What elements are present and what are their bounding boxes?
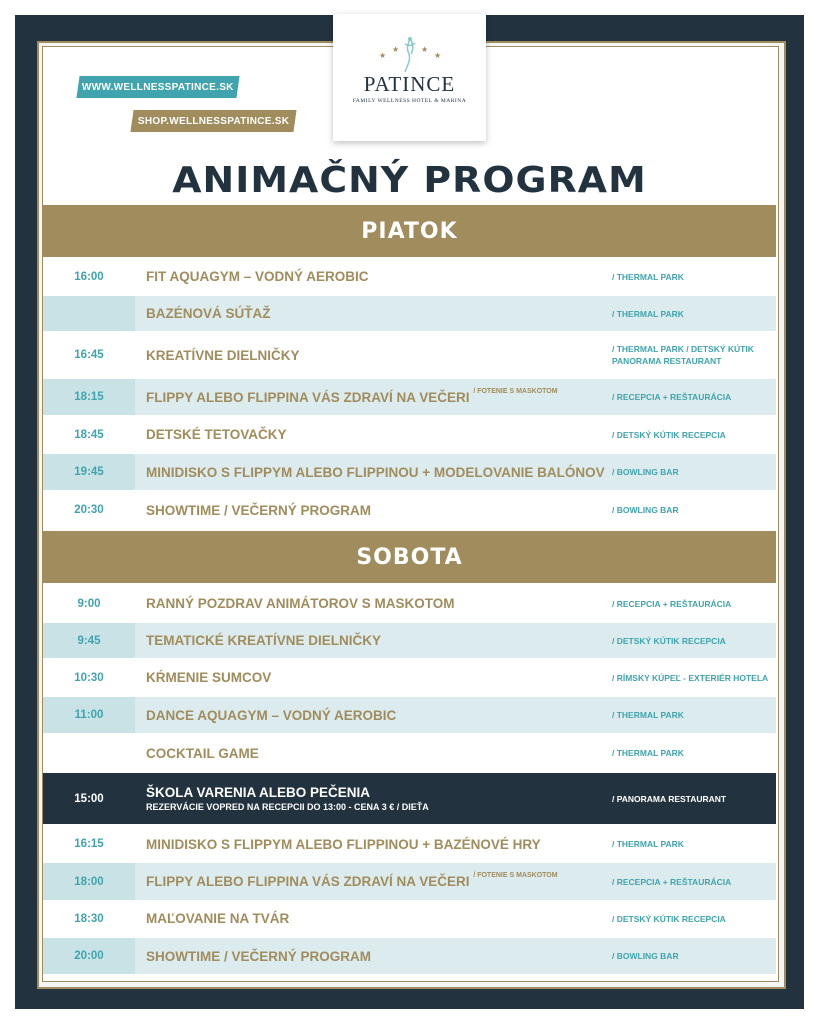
svg-text:★: ★ [433,51,441,60]
row-time: 19:45 [43,454,135,490]
schedule-row [43,938,776,974]
svg-text:★: ★ [420,45,428,54]
shop-link-label: SHOP.WELLNESSPATINCE.SK [137,115,290,127]
activity-title: FLIPPY ALEBO FLIPPINA VÁS ZDRAVÍ NA VEČERI [146,389,470,405]
row-time: 18:30 [43,901,135,936]
row-location: / BOWLING BAR [612,467,679,477]
row-time: 16:45 [43,333,135,377]
shop-link[interactable] [130,110,296,132]
activity-title: FLIPPY ALEBO FLIPPINA VÁS ZDRAVÍ NA VEČERI [146,874,470,889]
schedule-row [43,773,776,824]
row-activity [135,874,612,889]
activity-title: MAĽOVANIE NA TVÁR [146,911,290,926]
schedule-row [43,454,776,490]
logo-figure-icon [365,34,455,74]
row-location: / DETSKÝ KÚTIK RECEPCIA [612,913,726,924]
schedule-row [43,379,776,415]
svg-text:★: ★ [378,51,386,60]
row-activity [135,746,612,761]
row-time [43,735,135,771]
row-location: / BOWLING BAR [612,505,679,515]
schedule-row [43,259,776,294]
day-header-sobota: SOBOTA [43,531,776,583]
schedule-row [43,863,776,900]
schedule-row [43,492,776,528]
activity-title: DANCE AQUAGYM – VODNÝ AEROBIC [146,707,397,723]
schedule-row [43,296,776,331]
row-time: 9:00 [43,586,135,621]
row-time [43,296,135,331]
row-activity [135,911,612,926]
activity-title: COCKTAIL GAME [146,745,259,761]
activity-note: REZERVÁCIE VOPRED NA RECEPCII DO 13:00 - CENA 3 € / DIEŤA [146,802,429,812]
activity-note: / FOTENIE S MASKOTOM [473,387,558,395]
website-link-label: WWW.WELLNESSPATINCE.SK [82,81,234,93]
row-activity [135,427,612,442]
row-location: / DETSKÝ KÚTIK RECEPCIA [612,635,726,646]
activity-title: ŠKOLA VARENIA ALEBO PEČENIA [146,785,371,800]
row-location: / THERMAL PARK / DETSKÝ KÚTIK PANORAMA RESTAURANT [612,344,754,366]
row-location: / THERMAL PARK [612,308,684,319]
row-time: 15:00 [74,792,104,805]
row-activity [135,503,612,518]
row-time: 9:45 [43,623,135,658]
row-location: / THERMAL PARK [612,710,684,720]
schedule-row [43,623,776,658]
row-time: 18:15 [43,379,135,415]
row-activity [135,465,612,480]
row-activity [135,837,612,852]
row-location: / DETSKÝ KÚTIK RECEPCIA [612,429,726,440]
day-header-piatok: PIATOK [43,205,776,257]
row-time: 18:45 [43,417,135,452]
row-location: / BOWLING BAR [612,951,679,961]
logo-name: PATINCE [363,72,456,96]
schedule-row [43,735,776,771]
row-time: 10:30 [43,660,135,695]
svg-text:★: ★ [391,45,399,54]
schedule-row [43,660,776,695]
schedule-row [43,417,776,452]
schedule-row [43,697,776,733]
activity-title: SHOWTIME / VEČERNÝ PROGRAM [146,948,372,964]
activity-title: SHOWTIME / VEČERNÝ PROGRAM [146,502,372,518]
activity-title: DETSKÉ TETOVAČKY [146,427,287,442]
activity-title: FIT AQUAGYM – VODNÝ AEROBIC [146,269,369,284]
row-location: / THERMAL PARK [612,271,684,282]
activity-note: / FOTENIE S MASKOTOM [473,872,558,879]
logo-subtitle: FAMILY WELLNESS HOTEL & MARINA [352,98,467,104]
schedule-row [43,901,776,936]
row-activity [135,708,612,723]
row-time: 16:15 [43,826,135,862]
activity-title: MINIDISKO S FLIPPYM ALEBO FLIPPINOU + MODELOVANIE BALÓNOV [146,464,605,480]
schedule-row [43,333,776,377]
page-title: ANIMAČNÝ PROGRAM [172,160,647,201]
row-activity [135,269,612,284]
row-activity [135,670,612,685]
activity-title: BAZÉNOVÁ SÚŤAŽ [146,306,271,321]
row-activity [135,306,612,321]
activity-title: TEMATICKÉ KREATÍVNE DIELNIČKY [146,633,382,648]
row-time: 20:30 [43,492,135,528]
activity-title: MINIDISKO S FLIPPYM ALEBO FLIPPINOU + BAZÉNOVÉ HRY [146,836,541,852]
row-location: / THERMAL PARK [612,839,684,849]
row-time: 16:00 [43,259,135,294]
activity-title: KREATÍVNE DIELNIČKY [146,347,300,363]
schedule-row [43,586,776,621]
row-activity [135,785,612,812]
row-location: / RÍMSKY KÚPEĽ - EXTERIÉR HOTELA [612,672,769,683]
row-activity [135,387,612,405]
row-location: / RECEPCIA + REŠTAURÁCIA [612,876,732,887]
activity-title: KŔMENIE SUMCOV [146,670,272,685]
row-activity [135,596,612,611]
row-time: 20:00 [43,938,135,974]
row-location: / PANORAMA RESTAURANT [612,793,727,804]
row-location: / RECEPCIA + REŠTAURÁCIA [612,392,732,402]
hotel-logo [333,14,486,141]
row-activity [135,949,612,964]
row-activity [135,633,612,648]
row-time: 11:00 [43,697,135,733]
row-time: 18:00 [43,863,135,900]
activity-title: RANNÝ POZDRAV ANIMÁTOROV S MASKOTOM [146,596,455,611]
row-location: / RECEPCIA + REŠTAURÁCIA [612,598,732,609]
schedule-row [43,826,776,862]
row-location: / THERMAL PARK [612,748,684,758]
website-link[interactable] [76,76,239,98]
row-activity [135,348,612,363]
